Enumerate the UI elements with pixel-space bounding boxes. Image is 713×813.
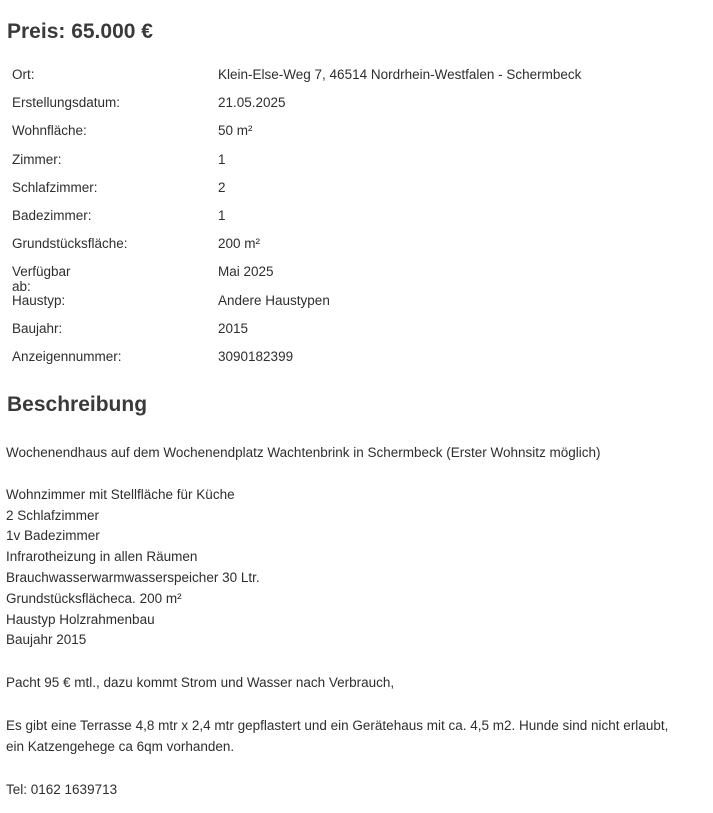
detail-value: 200 m² (218, 236, 261, 252)
price-heading: Preis: 65.000 € (7, 20, 153, 43)
description-body (6, 443, 706, 800)
detail-value: 2015 (218, 320, 249, 336)
detail-label: Wohnfläche: (12, 123, 87, 139)
detail-value: 3090182399 (218, 348, 294, 364)
detail-value: 1 (218, 151, 226, 167)
detail-label: Haustyp: (12, 292, 66, 308)
detail-label: Badezimmer: (12, 207, 92, 223)
feature-item: Haustyp Holzrahmenbau (6, 611, 155, 627)
detail-value: 2 (218, 179, 226, 195)
lease-text: Pacht 95 € mtl., dazu kommt Strom und Wasser nach Verbrauch, (6, 675, 395, 691)
detail-label: Zimmer: (12, 151, 62, 167)
feature-item: Brauchwasserwarmwasserspeicher 30 Ltr. (6, 569, 260, 585)
detail-label: Grundstücksfläche: (12, 236, 128, 252)
feature-item: Wohnzimmer mit Stellfläche für Küche (6, 486, 235, 502)
terrace-text: Es gibt eine Terrasse 4,8 mtr x 2,4 mtr gepflastert und ein Gerätehaus mit ca. 4,5 m2. Hunde sind nicht erlaubt, (6, 717, 669, 733)
feature-item: Infrarotheizung in allen Räumen (6, 549, 198, 565)
detail-label: Ort: (12, 67, 35, 82)
detail-value: 50 m² (218, 123, 253, 139)
feature-item: Grundstücksflächeca. 200 m² (6, 590, 182, 606)
description-intro: Wochenendhaus auf dem Wochenendplatz Wachtenbrink in Schermbeck (Erster Wohnsitz möglich) (6, 445, 601, 460)
detail-value: Klein-Else-Weg 7, 46514 Nordrhein-Westfalen - Schermbeck (218, 67, 582, 82)
detail-label: Verfügbar ab: (12, 264, 71, 295)
terrace-text: ein Katzengehege ca 6qm vorhanden. (6, 738, 235, 754)
feature-item: 2 Schlafzimmer (6, 507, 100, 523)
phone-text: Tel: 0162 1639713 (6, 781, 118, 797)
detail-label: Baujahr: (12, 320, 63, 336)
detail-value: 21.05.2025 (218, 95, 286, 111)
detail-value: Mai 2025 (218, 264, 274, 280)
detail-value: Andere Haustypen (218, 292, 330, 308)
description-heading: Beschreibung (7, 393, 148, 416)
detail-label: Schlafzimmer: (12, 179, 98, 195)
feature-item: 1v Badezimmer (6, 528, 100, 544)
feature-item: Baujahr 2015 (6, 632, 87, 648)
detail-label: Anzeigennummer: (12, 348, 122, 364)
detail-label: Erstellungsdatum: (12, 95, 121, 111)
detail-value: 1 (218, 207, 226, 223)
